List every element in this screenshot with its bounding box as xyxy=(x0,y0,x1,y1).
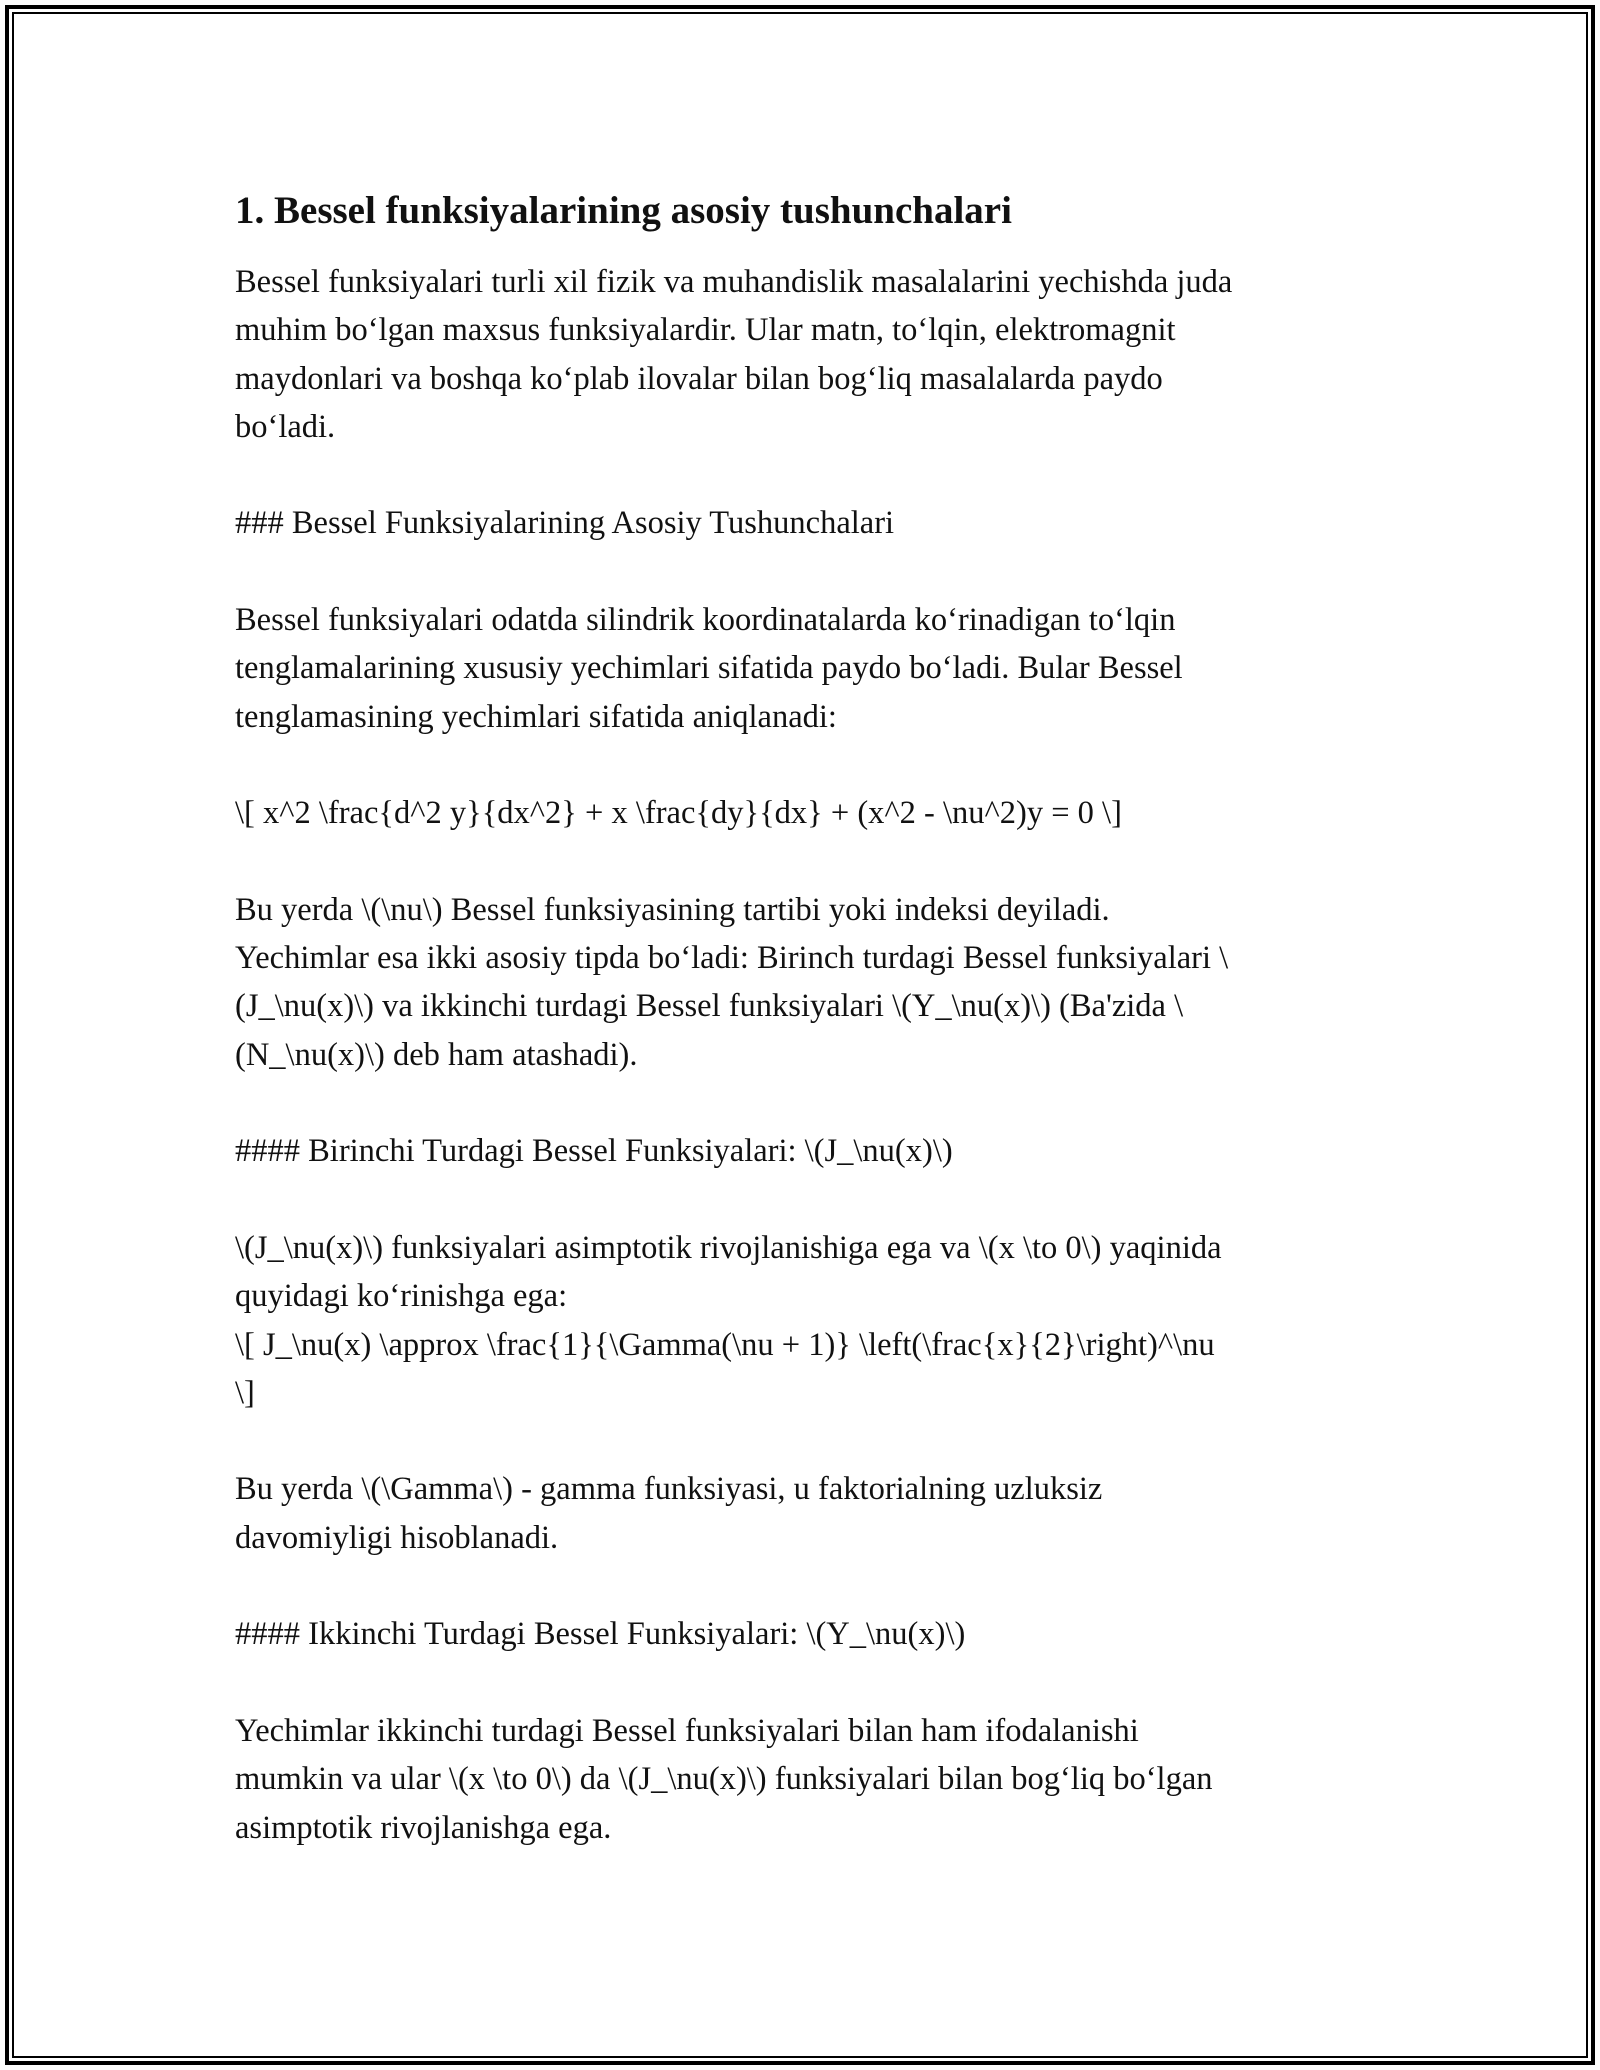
order-paragraph: Bu yerda \(\nu\) Bessel funksiyasining tartibi yoki indeksi deyiladi. Yechimlar esa ikki asosiy tipda bo‘ladi: Birinch turdagi Bessel funksiyalari \ (J_\nu(x)\) va ikkinchi turdagi Bessel funksiyalari \(Y_\nu(x)\) (Ba'zida \ (N_\nu(x)\) deb ham atashadi). xyxy=(235,891,1229,1073)
definition-paragraph: Bessel funksiyalari odatda silindrik koordinatalarda ko‘rinadigan to‘lqin tenglamalarining xususiy yechimlari sifatida paydo bo‘ladi. Bular Bessel tenglamasining yechimlari sifatida aniqlanadi: xyxy=(235,602,1183,735)
blank-line xyxy=(235,1176,1365,1224)
document-content xyxy=(235,186,1365,1852)
blank-line xyxy=(235,741,1365,789)
second-kind-paragraph: Yechimlar ikkinchi turdagi Bessel funksiyalari bilan ham ifodalanishi mumkin va ular \(x \to 0\) da \(J_\nu(x)\) funksiyalari bilan bog‘liq bo‘lgan asimptotik rivojlanishga ega. xyxy=(235,1712,1213,1846)
blank-line xyxy=(235,1417,1365,1465)
blank-line xyxy=(235,1562,1365,1610)
asymptotic-paragraph: \(J_\nu(x)\) funksiyalari asimptotik rivojlanishiga ega va \(x \to 0\) yaqinida quyidagi ko‘rinishga ega: \[ J_\nu(x) \approx \frac{1}{\Gamma(\nu + 1)} \left(\frac{x}{2}\right)^\nu \] xyxy=(235,1229,1222,1411)
section-heading: 1. Bessel funksiyalarining asosiy tushunchalari xyxy=(235,189,1012,232)
intro-paragraph: Bessel funksiyalari turli xil fizik va muhandislik masalalarini yechishda juda muhim bo‘lgan maxsus funksiyalardir. Ular matn, to‘lqin, elektromagnit maydonlari va boshqa ko‘plab ilovalar bilan bog‘liq masalalarda paydo bo‘ladi. xyxy=(235,264,1233,445)
blank-line xyxy=(235,838,1365,886)
blank-line xyxy=(235,1659,1365,1707)
bessel-equation: \[ x^2 \frac{d^2 y}{dx^2} + x \frac{dy}{dx} + (x^2 - \nu^2)y = 0 \] xyxy=(235,795,1122,832)
blank-line xyxy=(235,451,1365,499)
markdown-heading-second-kind: #### Ikkinchi Turdagi Bessel Funksiyalari: \(Y_\nu(x)\) xyxy=(235,1616,966,1653)
gamma-paragraph: Bu yerda \(\Gamma\) - gamma funksiyasi, u faktorialning uzluksiz davomiyligi hisoblanadi. xyxy=(235,1471,1103,1556)
markdown-heading-first-kind: #### Birinchi Turdagi Bessel Funksiyalari: \(J_\nu(x)\) xyxy=(235,1133,953,1170)
blank-line xyxy=(235,548,1365,596)
blank-line xyxy=(235,1079,1365,1127)
markdown-heading-asosiy: ### Bessel Funksiyalarining Asosiy Tushunchalari xyxy=(235,505,895,542)
